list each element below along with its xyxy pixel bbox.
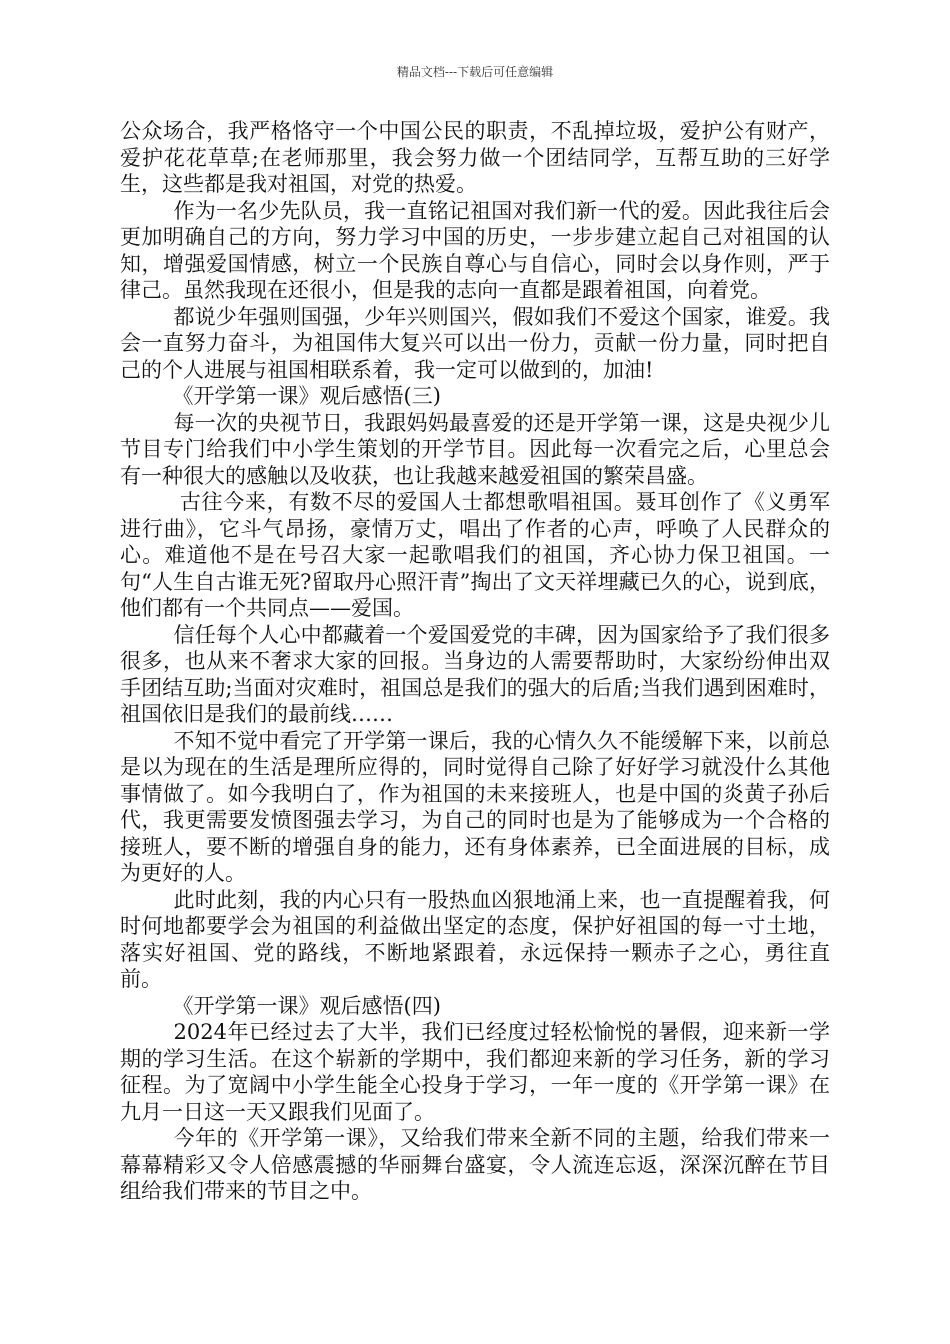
paragraph: 今年的《开学第一课》，又给我们带来全新不同的主题，给我们带来一幕幕精彩又令人倍感震撼的华丽舞台盛宴，令人流连忘返，深深沉醉在节目组给我们带来的节目之中。 <box>120 1126 830 1203</box>
paragraph: 信任每个人心中都藏着一个爱国爱党的丰碑，因为国家给予了我们很多很多，也从来不奢求大家的回报。当身边的人需要帮助时，大家纷纷伸出双手团结互助;当面对灾难时，祖国总是我们的强大的后盾;当我们遇到困难时，祖国依旧是我们的最前线…… <box>120 622 830 726</box>
paragraph: 公众场合，我严格恪守一个中国公民的职责，不乱掉垃圾，爱护公有财产，爱护花花草草;在老师那里，我会努力做一个团结同学，互帮互助的三好学生，这些都是我对祖国，对党的热爱。 <box>120 119 830 196</box>
paragraph: 都说少年强则国强，少年兴则国兴，假如我们不爱这个国家，谁爱。我会一直努力奋斗，为祖国伟大复兴可以出一份力，贡献一份力量，同时把自己的个人进展与祖国相联系着，我一定可以做到的，加油! <box>120 304 830 382</box>
paragraph: 2024年已经过去了大半，我们已经度过轻松愉悦的暑假，迎来新一学期的学习生活。在这个崭新的学期中，我们都迎来新的学习任务，新的学习征程。为了宽阔中小学生能全心投身于学习，一年一度的《开学第一课》在九月一日这一天又跟我们见面了。 <box>120 1020 830 1124</box>
paragraph: 此时此刻，我的内心只有一股热血凶狠地涌上来，也一直提醒着我，何时何地都要学会为祖国的利益做出坚定的态度，保护好祖国的每一寸土地，落实好祖国、党的路线，不断地紧跟着，永远保持一颗赤子之心，勇往直前。 <box>120 887 830 991</box>
document-body <box>120 118 830 1205</box>
paragraph: 作为一名少先队员，我一直铭记祖国对我们新一代的爱。因此我往后会更加明确自己的方向，努力学习中国的历史，一步步建立起自己对祖国的认知，增强爱国情感，树立一个民族自尊心与自信心，同时会以身作则，严于律己。虽然我现在还很小，但是我的志向一直都是跟着祖国，向着党。 <box>120 198 830 302</box>
paragraph: 古往今来，有数不尽的爱国人士都想歌唱祖国。聂耳创作了《义勇军进行曲》，它斗气昂扬，豪情万丈，唱出了作者的心声，呼唤了人民群众的心。难道他不是在号召大家一起歌唱我们的祖国，齐心协力保卫祖国。一句“人生自古谁无死?留取丹心照汗青”掏出了文天祥埋藏已久的心，说到底，他们都有一个共同点——爱国。 <box>120 490 830 620</box>
paragraph: 每一次的央视节日，我跟妈妈最喜爱的还是开学第一课，这是央视少儿节目专门给我们中小学生策划的开学节目。因此每一次看完之后，心里总会有一种很大的感触以及收获，也让我越来越爱祖国的繁荣昌盛。 <box>120 410 830 488</box>
section-heading: 《开学第一课》观后感悟(三) <box>172 384 441 408</box>
section-heading: 《开学第一课》观后感悟(四) <box>172 993 441 1018</box>
page-header: 精品文档---下载后可任意编辑 <box>396 65 554 79</box>
paragraph: 不知不觉中看完了开学第一课后，我的心情久久不能缓解下来，以前总是以为现在的生活是理所应得的，同时觉得自己除了好好学习就没什么其他事情做了。如今我明白了，作为祖国的未来接班人，也是中国的炎黄子孙后代，我更需要发愤图强去学习，为自己的同时也是为了能够成为一个合格的接班人，要不断的增强自身的能力，还有身体素养，已全面进展的目标，成为更好的人。 <box>120 728 830 885</box>
